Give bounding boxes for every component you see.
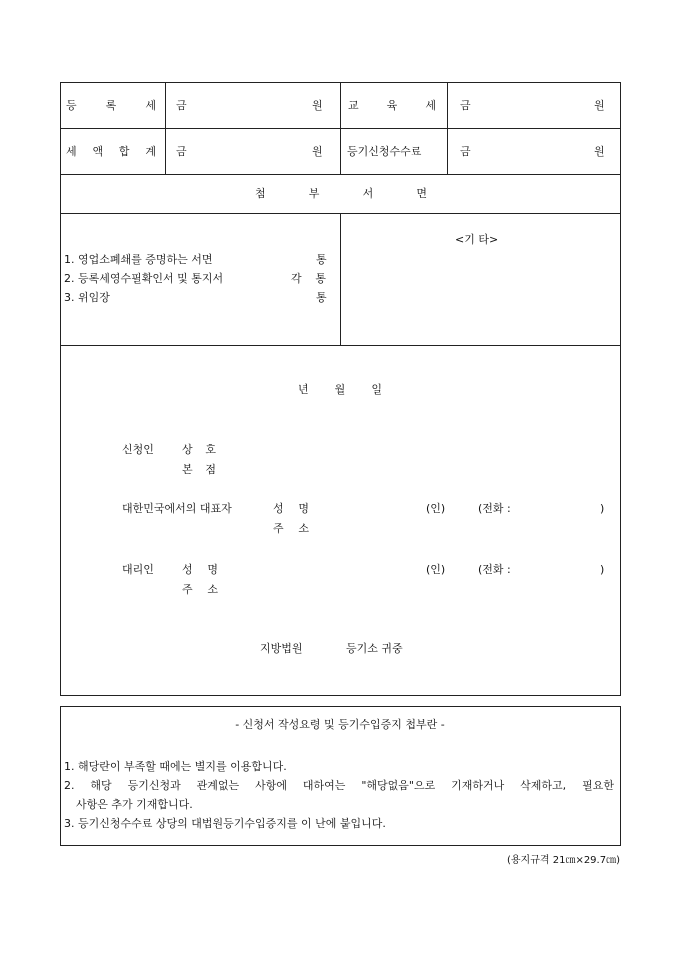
other-label: <기 타> [455, 233, 499, 246]
agent-seal: (인) [426, 563, 446, 576]
education-tax-amount-prefix: 금 [460, 99, 471, 112]
attachments-header: 첨 부 서 면 [255, 187, 427, 200]
representative-label: 대한민국에서의 대표자 [122, 502, 232, 515]
attachment-item-1-count: 통 [316, 253, 327, 266]
trade-name-label: 상 호 [182, 443, 216, 456]
attachment-item-2: 2. 등록세영수필확인서 및 통지서 [64, 272, 224, 285]
registry-fee-amount-prefix: 금 [460, 145, 471, 158]
registration-tax-amount-prefix: 금 [176, 99, 187, 112]
agent-label: 대리인 [122, 563, 154, 576]
representative-phone: (전화 : [478, 502, 511, 515]
attachment-item-3: 3. 위임장 [64, 291, 110, 304]
education-tax-amount-unit: 원 [594, 99, 605, 112]
agent-phone-close: ) [600, 563, 605, 576]
agent-phone: (전화 : [478, 563, 511, 576]
application-date: 년 월 일 [298, 383, 382, 396]
paper-size-note: (용지규격 21㎝×29.7㎝) [507, 855, 620, 866]
head-office-label: 본 점 [182, 463, 216, 476]
representative-name-label: 성 명 [273, 502, 309, 515]
registry-label: 등기소 귀중 [346, 642, 403, 655]
registry-fee-label: 등기신청수수료 [347, 145, 422, 158]
attachment-item-2-count: 각 통 [291, 272, 326, 285]
notes-title: - 신청서 작성요령 및 등기수입증지 첩부란 - [235, 718, 445, 731]
attachment-item-3-count: 통 [316, 291, 327, 304]
agent-address-label: 주 소 [182, 583, 218, 596]
notes-item-2: 2. 해당 등기신청과 관계없는 사항에 대하여는 "해당없음"으로 기재하거나 삭제하고, 필요한 [64, 779, 614, 792]
tax-total-label: 세 액 합 계 [66, 145, 156, 158]
notes-item-1: 1. 해당란이 부족할 때에는 별지를 이용합니다. [64, 760, 287, 773]
registry-fee-amount-unit: 원 [594, 145, 605, 158]
representative-phone-close: ) [600, 502, 605, 515]
agent-name-label: 성 명 [182, 563, 218, 576]
registration-tax-label: 등 록 세 [66, 99, 156, 112]
registration-tax-amount-unit: 원 [312, 99, 323, 112]
representative-seal: (인) [426, 502, 446, 515]
applicant-label: 신청인 [122, 443, 154, 456]
representative-address-label: 주 소 [273, 522, 309, 535]
tax-total-amount-unit: 원 [312, 145, 323, 158]
attachment-item-1: 1. 영업소폐쇄를 증명하는 서면 [64, 253, 213, 266]
tax-total-amount-prefix: 금 [176, 145, 187, 158]
court-label: 지방법원 [260, 642, 303, 655]
notes-item-3: 3. 등기신청수수료 상당의 대법원등기수입증지를 이 난에 붙입니다. [64, 817, 386, 830]
notes-item-2-continued: 사항은 추가 기재합니다. [76, 798, 193, 811]
education-tax-label: 교 육 세 [348, 99, 436, 112]
